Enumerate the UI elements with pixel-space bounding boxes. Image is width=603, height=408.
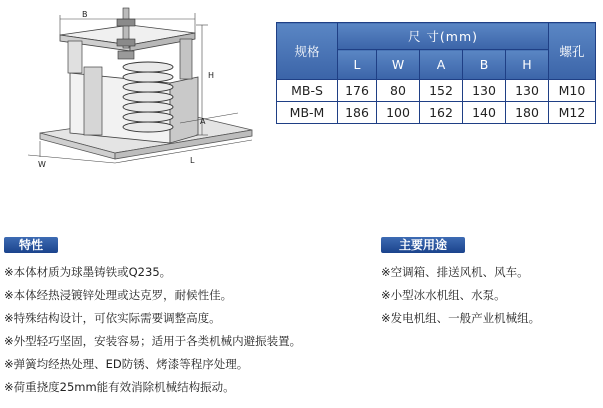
col-header-h: H — [506, 50, 549, 80]
col-header-w: W — [377, 50, 420, 80]
spring-isolator-drawing — [20, 5, 270, 170]
list-item: ※本体经热浸镀锌处理或达克罗，耐候性佳。 — [4, 288, 233, 302]
features-list — [4, 261, 301, 399]
value-cell: 186 — [338, 102, 377, 124]
uses-title: 主要用途 — [381, 237, 465, 253]
col-header-b: B — [463, 50, 506, 80]
hole-cell: M10 — [549, 80, 596, 102]
hole-header: 螺孔 — [549, 23, 596, 80]
table-row — [277, 102, 596, 124]
dimension-label-h: H — [208, 71, 215, 80]
size-header: 尺 寸(mm) — [338, 23, 549, 50]
col-header-l: L — [338, 50, 377, 80]
value-cell: 80 — [377, 80, 420, 102]
value-cell: 130 — [506, 80, 549, 102]
list-item: ※外型轻巧坚固，安装容易；适用于各类机械内避振装置。 — [4, 334, 302, 348]
dimension-label-b: B — [82, 10, 88, 19]
value-cell: 162 — [420, 102, 463, 124]
col-header-a: A — [420, 50, 463, 80]
list-item: ※特殊结构设计，可依实际需要调整高度。 — [4, 311, 221, 325]
list-item: ※荷重挠度25mm能有效消除机械结构振动。 — [4, 380, 235, 394]
list-item: ※小型冰水机组、水泵。 — [381, 288, 506, 302]
uses-list — [381, 261, 540, 330]
model-cell: MB-M — [277, 102, 338, 124]
value-cell: 100 — [377, 102, 420, 124]
value-cell: 176 — [338, 80, 377, 102]
table-row — [277, 80, 596, 102]
hole-cell: M12 — [549, 102, 596, 124]
spec-table — [276, 22, 596, 124]
dimension-label-a: A — [200, 117, 206, 126]
list-item: ※空调箱、排送风机、风车。 — [381, 265, 529, 279]
list-item: ※发电机组、一般产业机械组。 — [381, 311, 541, 325]
value-cell: 140 — [463, 102, 506, 124]
features-title: 特性 — [4, 237, 58, 253]
value-cell: 130 — [463, 80, 506, 102]
dimension-label-w: W — [38, 160, 46, 169]
list-item: ※本体材质为球墨铸铁或Q235。 — [4, 265, 172, 279]
value-cell: 180 — [506, 102, 549, 124]
list-item: ※弹簧均经热处理、ED防锈、烤漆等程序处理。 — [4, 357, 249, 371]
model-cell: MB-S — [277, 80, 338, 102]
value-cell: 152 — [420, 80, 463, 102]
dimension-label-l: L — [190, 156, 195, 165]
model-header: 规格 — [277, 23, 338, 80]
